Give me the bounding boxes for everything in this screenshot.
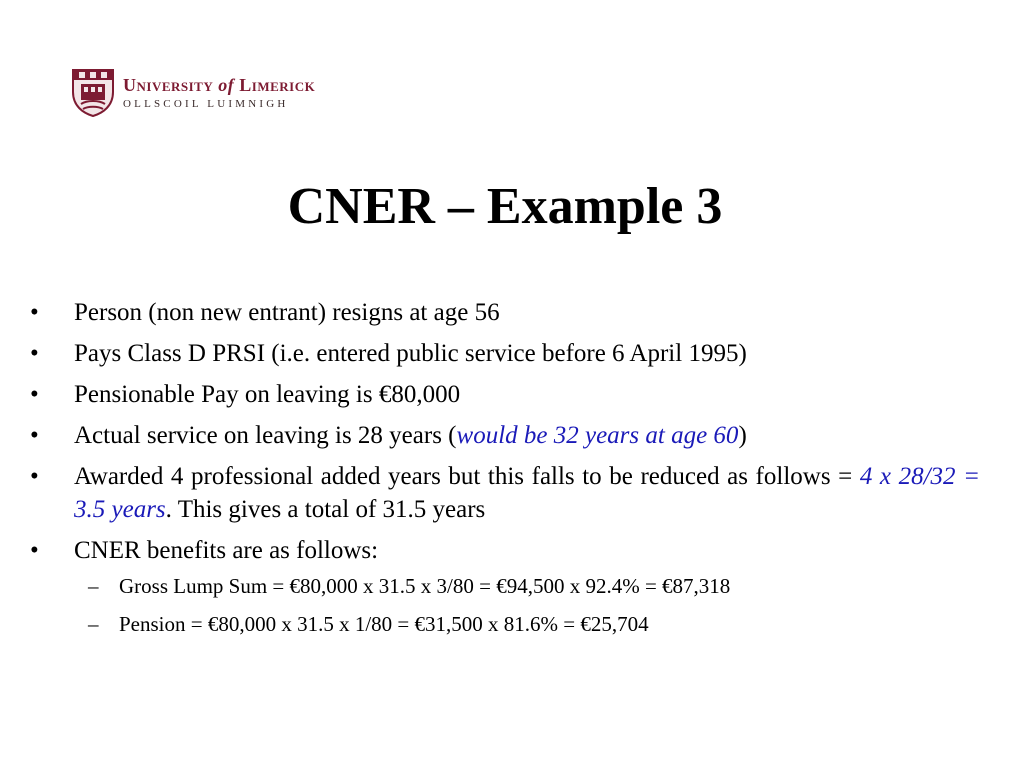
- bullet-item: [30, 296, 980, 329]
- university-logo: [69, 66, 315, 118]
- university-crest-icon: [69, 66, 117, 118]
- bullet-marker: •: [30, 463, 39, 490]
- bullet-item: [30, 419, 980, 452]
- logo-irish-name: OLLSCOIL LUIMNIGH: [123, 97, 289, 110]
- bullet-text: Awarded 4 professional added years but this falls to be reduced as follows =: [74, 463, 860, 490]
- dash-marker: –: [88, 612, 99, 636]
- bullet-marker: •: [30, 422, 39, 449]
- bullet-marker: •: [30, 299, 39, 326]
- bullet-emphasis: 4 x 28/32 = 3.5 years: [74, 463, 980, 523]
- bullet-list: [30, 296, 980, 648]
- bullet-marker: •: [30, 381, 39, 408]
- sub-bullet-text: Pension = €80,000 x 31.5 x 1/80 = €31,500 x 81.6% = €25,704: [119, 612, 649, 636]
- bullet-text: CNER benefits are as follows:: [74, 537, 379, 564]
- bullet-text: ): [738, 422, 747, 449]
- sub-bullet-text: Gross Lump Sum = €80,000 x 31.5 x 3/80 = €94,500 x 92.4% = €87,318: [119, 574, 731, 598]
- bullet-text: Actual service on leaving is 28 years (: [74, 422, 457, 449]
- sub-bullet-item: [74, 609, 980, 640]
- bullet-item: [30, 534, 980, 640]
- bullet-item: [30, 460, 980, 526]
- bullet-text: . This gives a total of 31.5 years: [165, 496, 486, 523]
- bullet-emphasis: would be 32 years at age 60: [456, 422, 739, 449]
- logo-university-name: University of Limerick: [123, 74, 316, 95]
- bullet-text: Person (non new entrant) resigns at age 56: [74, 299, 500, 326]
- slide-title: CNER – Example 3: [287, 178, 723, 235]
- bullet-marker: •: [30, 537, 39, 564]
- dash-marker: –: [88, 574, 99, 598]
- sub-bullet-list: [74, 571, 980, 640]
- bullet-marker: •: [30, 340, 39, 367]
- bullet-text: Pensionable Pay on leaving is €80,000: [74, 381, 461, 408]
- bullet-item: [30, 378, 980, 411]
- bullet-text: Pays Class D PRSI (i.e. entered public service before 6 April 1995): [74, 340, 747, 367]
- bullet-item: [30, 337, 980, 370]
- sub-bullet-item: [74, 571, 980, 602]
